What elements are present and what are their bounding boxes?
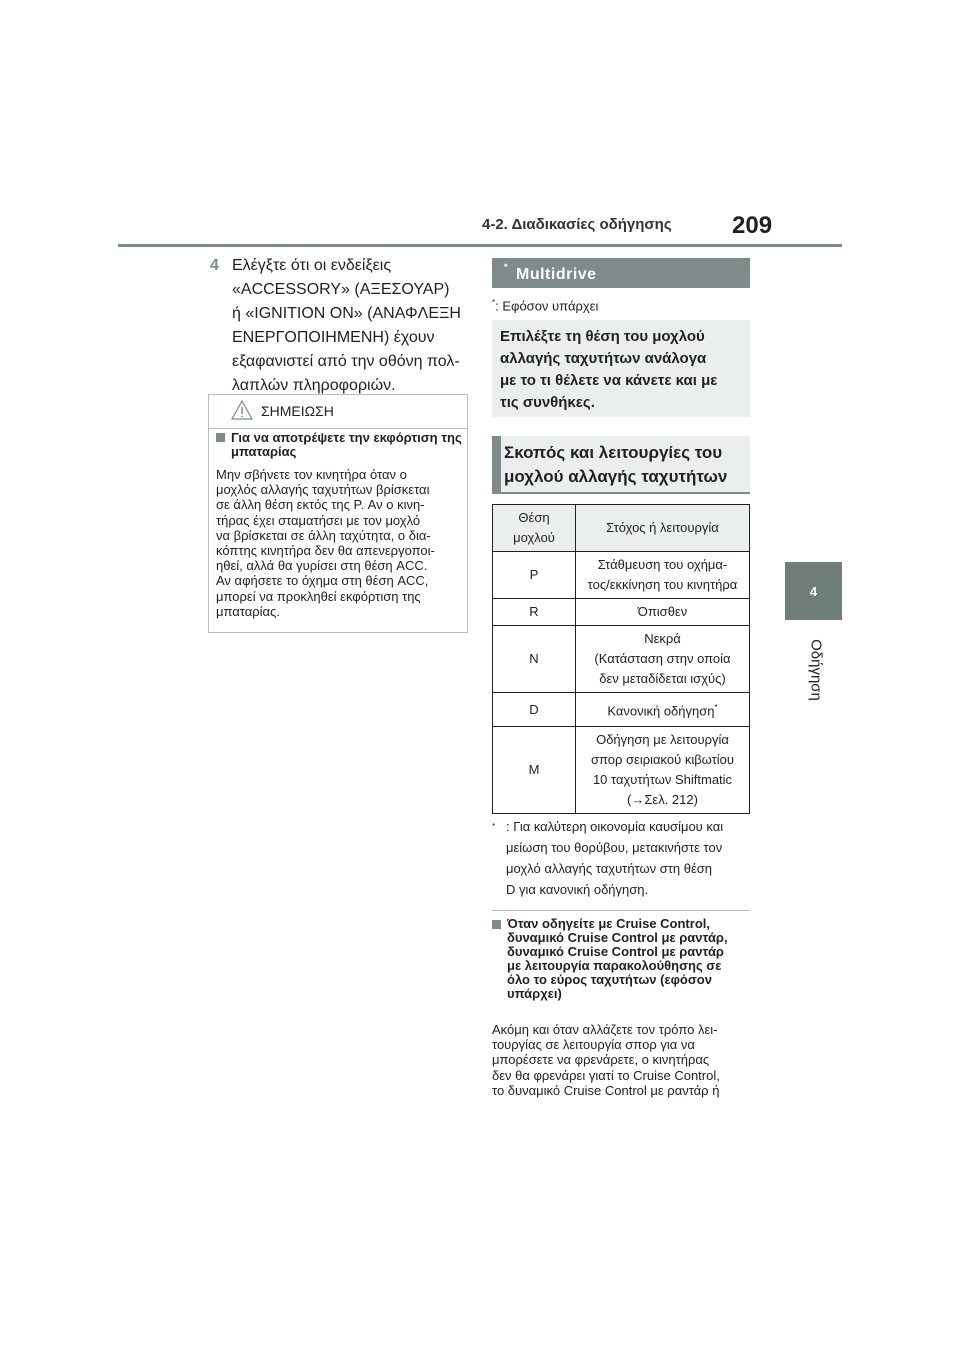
lead-text: Επιλέξτε τη θέση του μοχλού αλλαγής ταχυτήτων ανάλογα με το τι θέλετε να κάνετε και με τις συνθήκες.	[500, 328, 718, 411]
gear-function-cell	[576, 693, 750, 727]
column-header-position: Θέση μοχλού	[493, 505, 576, 552]
gear-position-table	[492, 504, 750, 814]
gear-position-cell: D	[493, 693, 576, 727]
gear-function-cell: Στάθμευση του οχήμα- τος/εκκίνηση του κινητήρα	[576, 552, 750, 599]
column-header-function: Στόχος ή λειτουργία	[576, 505, 750, 552]
notice-box	[208, 394, 468, 633]
table-row	[493, 727, 750, 814]
section-title: 4-2. Διαδικασίες οδήγησης	[482, 216, 672, 233]
section-divider	[492, 910, 750, 911]
chapter-label-text: Οδήγηση	[807, 639, 825, 701]
purpose-title: Σκοπός και λειτουργίες του μοχλού αλλαγής ταχυτήτων	[504, 443, 728, 486]
asterisk-marker: *	[492, 822, 496, 831]
multidrive-heading	[492, 258, 750, 288]
chapter-label	[790, 630, 842, 710]
table-row	[493, 552, 750, 599]
bullet-square-icon	[216, 433, 225, 442]
asterisk-marker: *	[714, 702, 718, 712]
table-row	[493, 626, 750, 693]
gear-function-cell: Όπισθεν	[576, 599, 750, 626]
warning-triangle-icon	[231, 400, 253, 420]
bullet-square-icon	[492, 920, 501, 929]
notice-header	[209, 395, 467, 429]
gear-position-cell: R	[493, 599, 576, 626]
header-divider	[118, 244, 842, 247]
availability-note-text: : Εφόσον υπάρχει	[495, 298, 599, 314]
chapter-tab	[785, 562, 842, 620]
page-number: 209	[732, 212, 773, 239]
gear-position-cell: N	[493, 626, 576, 693]
step-4	[210, 254, 472, 398]
gear-function-cell: Οδήγηση με λειτουργία σπορ σειριακού κιβωτίου 10 ταχυτήτων Shiftmatic (→Σελ. 212)	[576, 727, 750, 814]
cruise-heading-text: Όταν οδηγείτε με Cruise Control, δυναμικό Cruise Control με ραντάρ, δυναμικό Cruise Control με ραντάρ με λειτουργία παρακολούθησης σε όλο το εύρος ταχυτήτων (εφόσον υπάρχει)	[507, 916, 728, 1001]
step-text: Ελέγξτε ότι οι ενδείξεις «ACCESSORY» (ΑΞΕΣΟΥΑΡ) ή «IGNITION ON» (ΑΝΑΦΛΕΞΗ ΕΝΕΡΓΟΠΟΙΗΜΕΝΗ) έχουν εξαφανιστεί από την οθόνη πολ- λαπλών πληροφοριών.	[232, 257, 461, 394]
gear-position-cell: P	[493, 552, 576, 599]
gear-function-cell: Νεκρά (Κατάσταση στην οποία δεν μεταδίδεται ισχύς)	[576, 626, 750, 693]
chapter-number: 4	[809, 583, 818, 599]
heading-underline	[492, 492, 750, 494]
table-row	[493, 599, 750, 626]
gear-function-text: Κανονική οδήγηση	[607, 703, 715, 719]
availability-note	[492, 298, 598, 313]
heading-accent	[492, 436, 501, 494]
purpose-heading	[492, 436, 750, 494]
table-header-row	[493, 505, 750, 552]
footnote-text: : Για καλύτερη οικονομία καυσίμου και μείωση του θορύβου, μετακινήστε τον μοχλό αλλαγής ταχυτήτων στη θέση D για κανονική οδήγηση.	[506, 819, 724, 897]
asterisk-marker: *	[492, 298, 496, 307]
cruise-body: Ακόμη και όταν αλλάζετε τον τρόπο λει- τουργίας σε λειτουργία σπορ για να μπορέσετε να φρενάρετε, ο κινητήρας δεν θα φρενάρει γιατί το Cruise Control, το δυναμικό Cruise Control με ραντάρ ή	[492, 1022, 720, 1098]
notice-body: Μην σβήνετε τον κινητήρα όταν ο μοχλός αλλαγής ταχυτήτων βρίσκεται σε άλλη θέση εκτός της P. Αν ο κινη- τήρας έχει σταματήσει με τον μοχλό να βρίσκεται σε άλλη ταχύτητα, ο δια- κόπτης κινητήρα δεν θα απενεργοποι- ηθεί, αλλά θα γυρίσει στη θέση ACC. Αν αφήσετε το όχημα στη θέση ACC, μπορεί να προκληθεί εκφόρτιση της μπαταρίας.	[216, 467, 435, 619]
table-footnote	[492, 816, 750, 900]
lead-box	[492, 320, 750, 417]
asterisk-marker: *	[504, 262, 509, 272]
cruise-heading	[492, 917, 750, 1001]
notice-subtitle	[216, 430, 466, 459]
multidrive-title: Multidrive	[516, 266, 597, 283]
notice-subtitle-text: Για να αποτρέψετε την εκφόρτιση της μπαταρίας	[231, 430, 462, 459]
table-row	[493, 693, 750, 727]
gear-position-cell: M	[493, 727, 576, 814]
step-number: 4	[210, 257, 219, 274]
notice-title: ΣΗΜΕΙΩΣΗ	[261, 403, 334, 419]
